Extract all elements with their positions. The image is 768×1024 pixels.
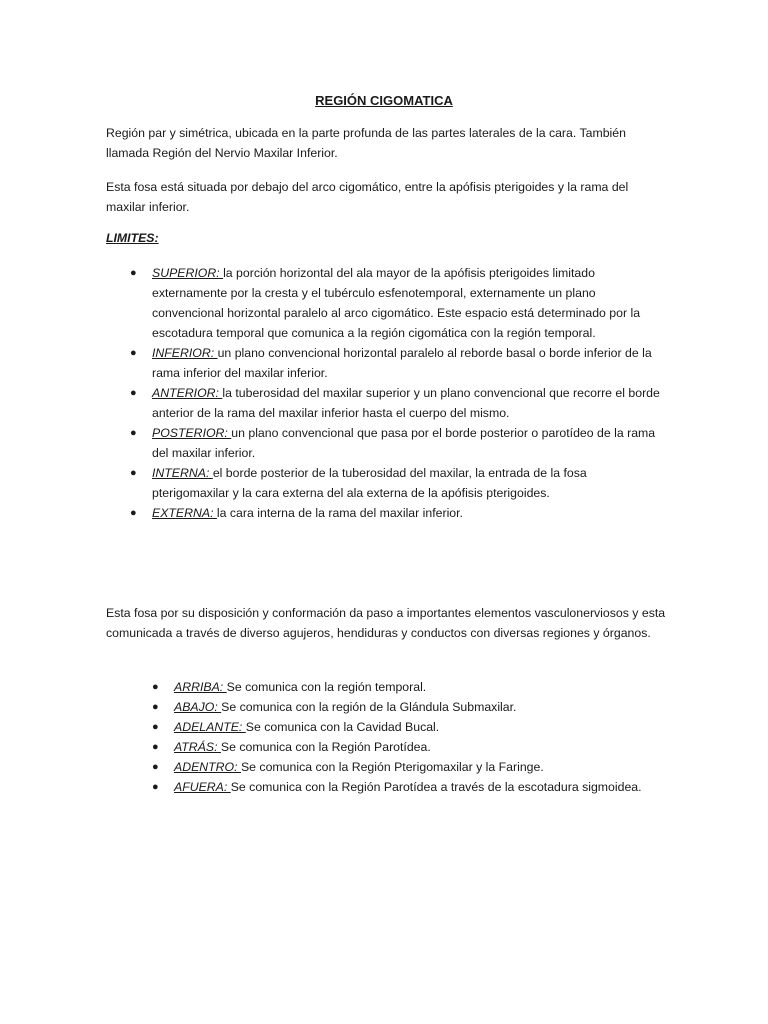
bullet-icon: ● xyxy=(152,721,159,733)
limites-heading: LIMITES: xyxy=(106,231,159,245)
bullet-icon: ● xyxy=(130,507,137,519)
comunicacion-text: Se comunica con la Región Pterigomaxilar y la Faringe. xyxy=(240,760,544,774)
bullet-icon: ● xyxy=(130,347,137,359)
comunicacion-text: Se comunica con la región de la Glándula Submaxilar. xyxy=(221,700,517,714)
fosa-paragraph: Esta fosa está situada por debajo del arco cigomático, entre la apófisis pterigoides y la rama del maxilar inferior. xyxy=(106,180,629,214)
limites-list xyxy=(130,263,660,523)
limite-item-inferior xyxy=(130,343,660,383)
bullet-icon: ● xyxy=(130,467,137,479)
comunicaciones-list xyxy=(152,677,672,797)
comunicacion-text: Se comunica con la Cavidad Bucal. xyxy=(245,720,440,734)
comunicacion-text: Se comunica con la Región Parotídea. xyxy=(220,740,431,754)
limite-text: el borde posterior de la tuberosidad del maxilar, la entrada de la fosa pterigomaxilar y la cara externa del ala externa de la apófisis pterigoides. xyxy=(152,466,587,500)
limite-term: INFERIOR: xyxy=(152,346,218,360)
limite-item-anterior xyxy=(130,383,660,423)
limite-term: POSTERIOR: xyxy=(152,426,232,440)
comunicacion-term: AFUERA: xyxy=(174,780,231,794)
bullet-icon: ● xyxy=(152,701,159,713)
limite-item-externa xyxy=(130,503,660,523)
comunicacion-text: Se comunica con la Región Parotídea a través de la escotadura sigmoidea. xyxy=(230,780,642,794)
comunicacion-item-adelante xyxy=(152,717,672,737)
limite-term: SUPERIOR: xyxy=(152,266,224,280)
limite-text: un plano convencional horizontal paralelo al reborde basal o borde inferior de la rama inferior del maxilar inferior. xyxy=(152,346,652,380)
comunicacion-item-adentro xyxy=(152,757,672,777)
comunicacion-term: ARRIBA: xyxy=(174,680,227,694)
limite-term: INTERNA: xyxy=(152,466,213,480)
disposicion-paragraph: Esta fosa por su disposición y conformación da paso a importantes elementos vasculonerviosos y esta comunicada a través de diverso agujeros, hendiduras y conductos con diversas regiones y órganos. xyxy=(106,606,666,640)
limite-item-superior xyxy=(130,263,660,343)
bullet-icon: ● xyxy=(130,267,137,279)
comunicacion-item-atras xyxy=(152,737,672,757)
comunicacion-item-abajo xyxy=(152,697,672,717)
comunicacion-term: ADELANTE: xyxy=(174,720,246,734)
comunicacion-text: Se comunica con la región temporal. xyxy=(226,680,427,694)
limite-term: ANTERIOR: xyxy=(152,386,223,400)
limite-item-interna xyxy=(130,463,660,503)
comunicacion-term: ABAJO: xyxy=(174,700,222,714)
bullet-icon: ● xyxy=(152,781,159,793)
intro-paragraph: Región par y simétrica, ubicada en la parte profunda de las partes laterales de la cara. También llamada Región del Nervio Maxilar Inferior. xyxy=(106,126,626,160)
limite-text: un plano convencional que pasa por el borde posterior o parotídeo de la rama del maxilar inferior. xyxy=(152,426,656,460)
bullet-icon: ● xyxy=(130,427,137,439)
comunicacion-term: ATRÁS: xyxy=(174,740,221,754)
bullet-icon: ● xyxy=(130,387,137,399)
bullet-icon: ● xyxy=(152,761,159,773)
limite-text: la porción horizontal del ala mayor de la apófisis pterigoides limitado externamente por la cresta y el tubérculo esfenotemporal, externamente un plano convencional horizontal paralelo al arco cigomático. Este espacio está determinado por la escotadura temporal que comunica a la región cigomática con la región temporal. xyxy=(152,266,641,340)
document-title: REGIÓN CIGOMATICA xyxy=(315,93,453,108)
comunicacion-item-arriba xyxy=(152,677,672,697)
limite-term: EXTERNA: xyxy=(152,506,217,520)
limite-item-posterior xyxy=(130,423,660,463)
bullet-icon: ● xyxy=(152,681,159,693)
limite-text: la cara interna de la rama del maxilar inferior. xyxy=(216,506,463,520)
limite-text: la tuberosidad del maxilar superior y un plano convencional que recorre el borde anterior de la rama del maxilar inferior hasta el cuerpo del mismo. xyxy=(152,386,660,420)
comunicacion-term: ADENTRO: xyxy=(174,760,241,774)
bullet-icon: ● xyxy=(152,741,159,753)
comunicacion-item-afuera xyxy=(152,777,672,797)
